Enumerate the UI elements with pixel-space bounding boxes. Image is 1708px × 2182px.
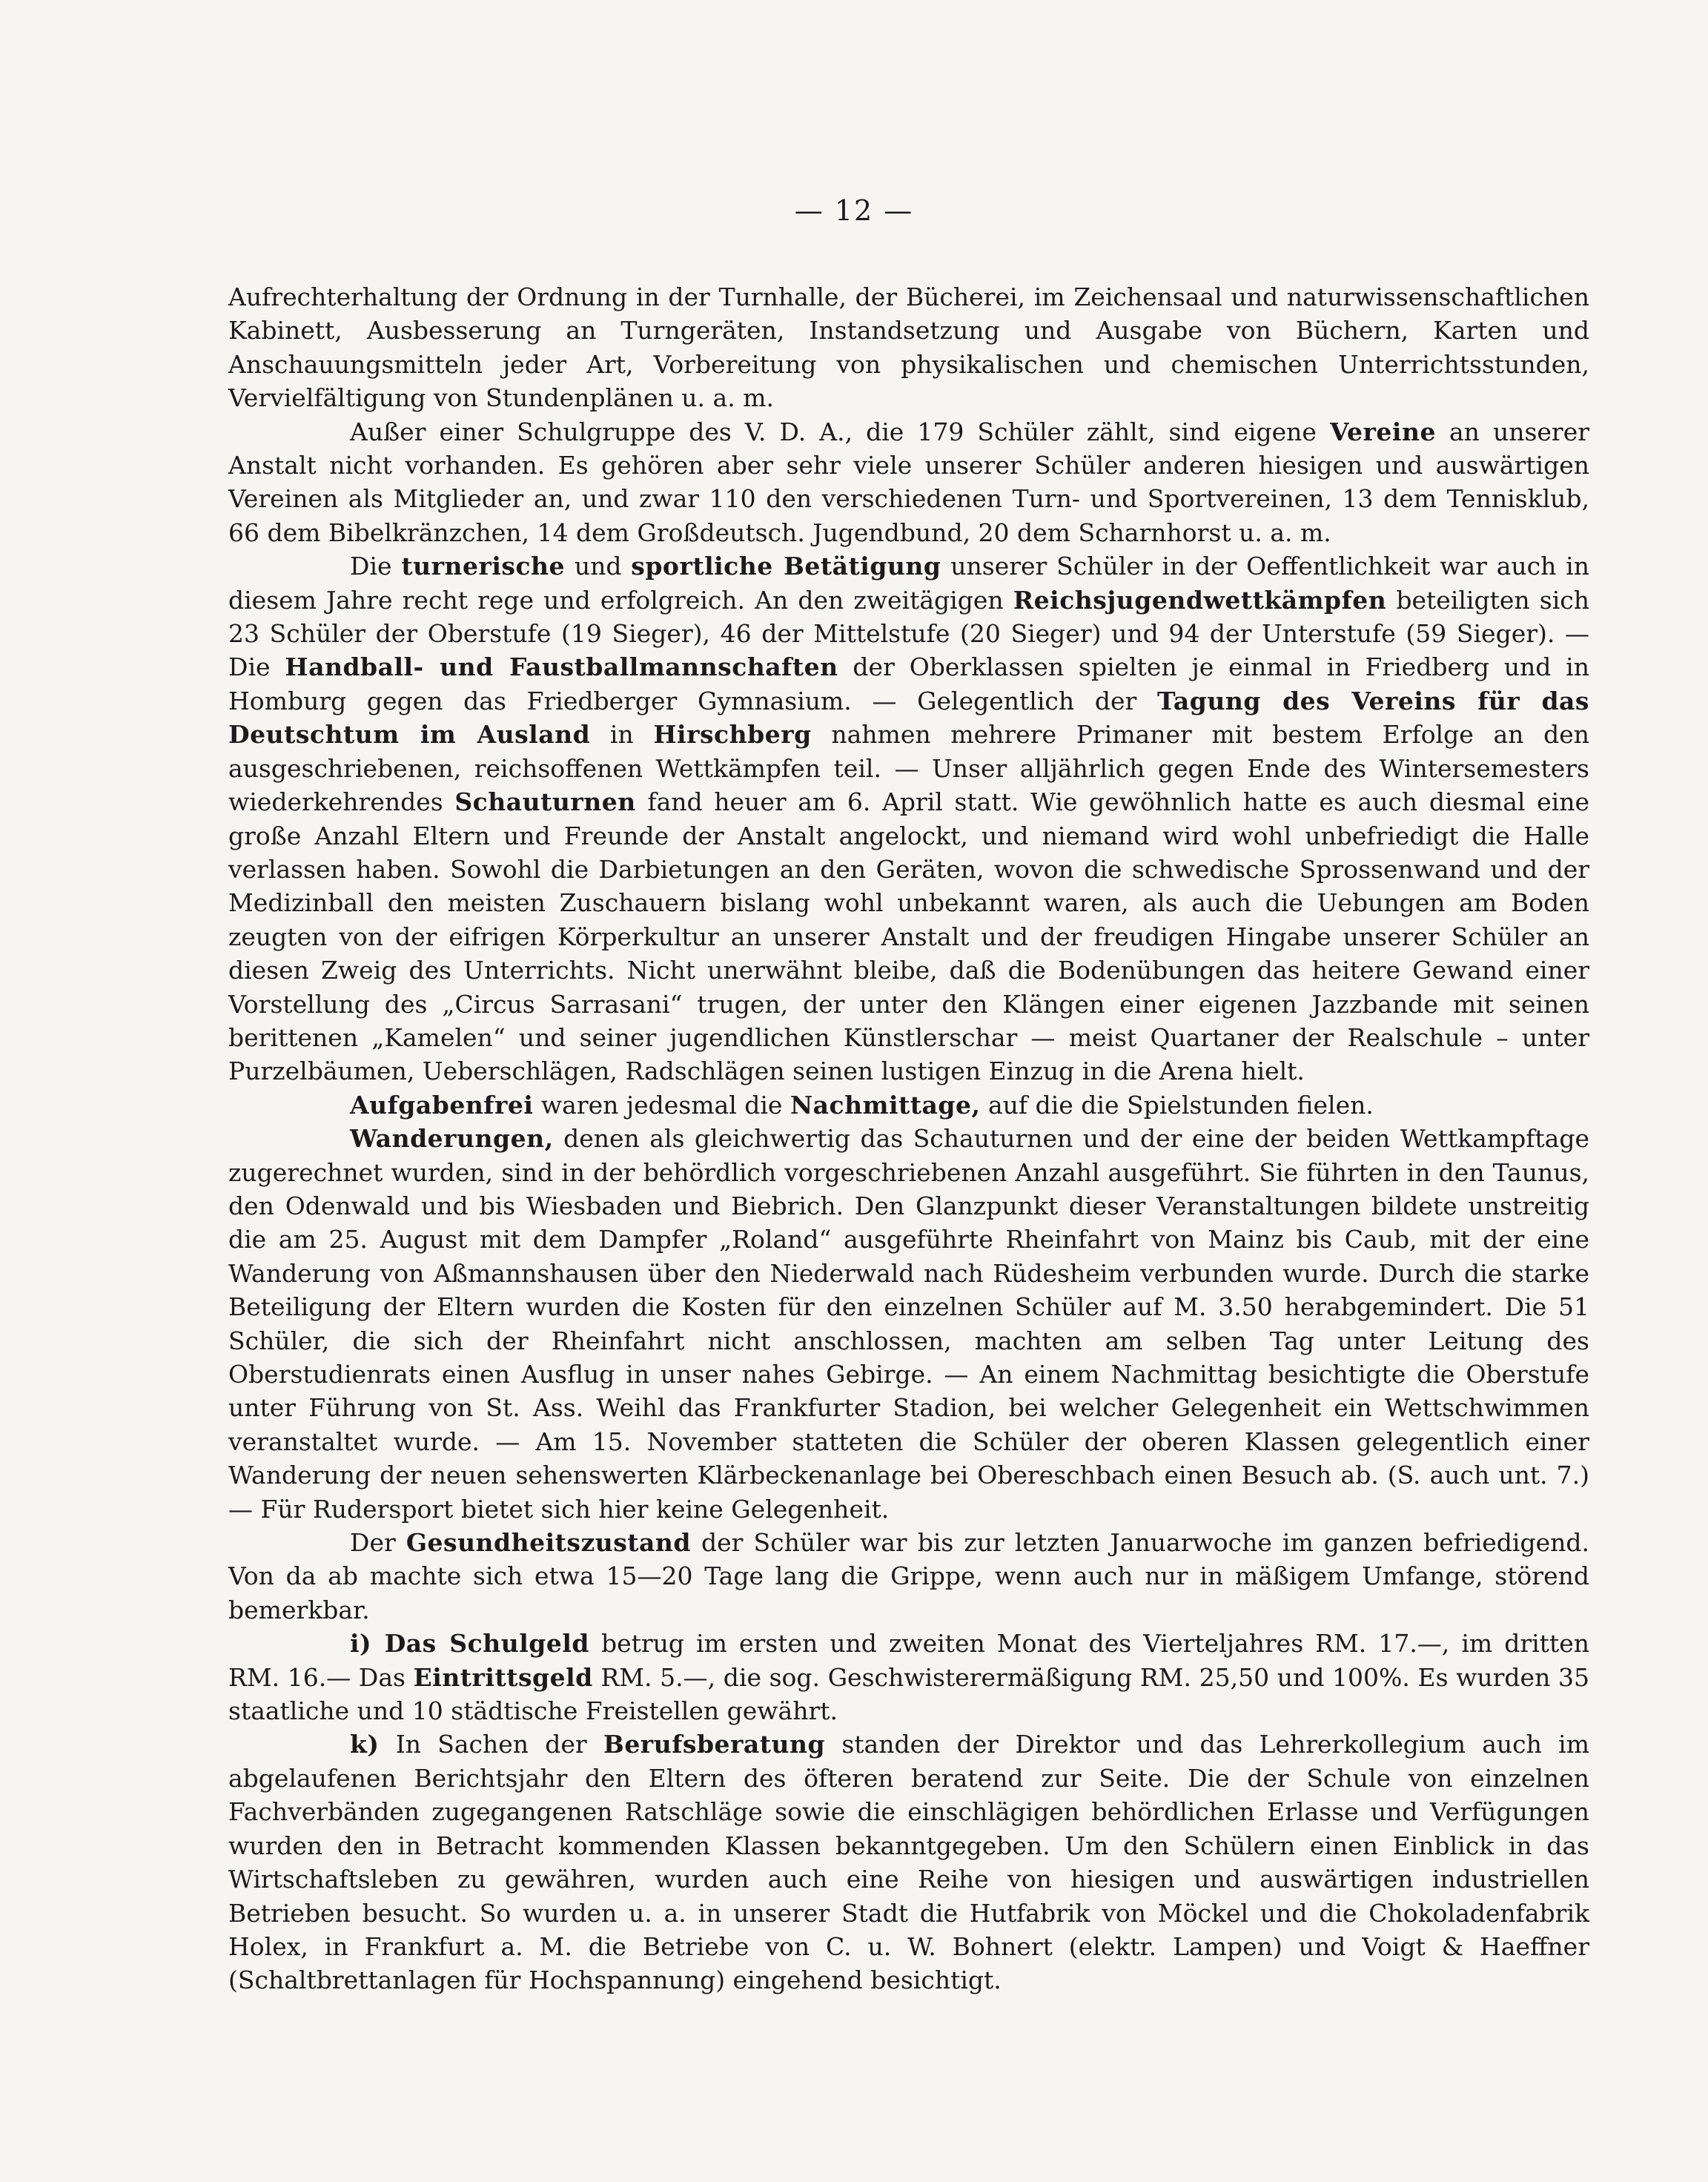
bold-phrase: Reichsjugendwettkämpfen <box>1013 585 1387 615</box>
paragraph <box>228 415 1589 550</box>
text-run: nahmen mehrere Primaner mit bestem Erfolge an den ausgeschriebenen, reichsoffenen Wettkämpfen teil. — Unser alljährlich gegen Ende des Wintersemesters wiederkehrendes <box>228 720 1589 817</box>
bold-phrase: Hirschberg <box>653 720 812 750</box>
text-run: beteiligten sich 23 Schüler der Oberstufe (19 Sieger), 46 der Mittelstufe (20 Sieger) und 94 der Unterstufe (59 Sieger). — Die <box>228 585 1589 682</box>
page-number: — 12 — <box>794 194 914 227</box>
body-text <box>228 280 1589 1997</box>
text-run: auf die die Spielstunden fielen. <box>980 1090 1374 1120</box>
text-run: der Schüler war bis zur letzten Januarwoche im ganzen befriedigend. Von da ab machte sich etwa 15—20 Tage lang die Grippe, wenn auch nur in mäßigem Umfange, störend bemerkbar. <box>228 1528 1589 1624</box>
text-run: Aufrechterhaltung der Ordnung in der Turnhalle, der Bücherei, im Zeichensaal und naturwissenschaftlichen Kabinett, Ausbesserung an Turngeräten, Instandsetzung und Ausgabe von Büchern, Karten und Anschauungsmitteln jeder Art, Vorbereitung von physikalischen und chemischen Unterrichtsstunden, Vervielfältigung von Stundenplänen u. a. m. <box>228 282 1589 413</box>
bold-phrase: sportliche Betätigung <box>631 552 941 581</box>
text-run: RM. 5.—, die sog. Geschwisterermäßigung RM. 25,50 und 100%. Es wurden 35 staatliche und 10 städtische Freistellen gewährt. <box>228 1662 1589 1726</box>
text-run: fand heuer am 6. April statt. Wie gewöhnlich hatte es auch diesmal eine große Anzahl Eltern und Freunde der Anstalt angelockt, und niemand wird wohl unbefriedigt die Halle verlassen haben. Sowohl die Darbietungen an den Geräten, wovon die schwedische Sprossenwand und der Medizinball den meisten Zuschauern bislang wohl unbekannt waren, als auch die Uebungen am Boden zeugten von der eifrigen Körperkultur an unserer Anstalt und der freudigen Hingabe unserer Schüler an diesen Zweig des Unterrichts. Nicht unerwähnt bleibe, daß die Bodenübungen das heitere Gewand einer Vorstellung des „Circus Sarrasani“ trugen, der unter den Klängen einer eigenen Jazzbande mit seinen berittenen „Kamelen“ und seiner jugendlichen Künstlerschar — meist Quartaner der Realschule – unter Purzelbäumen, Ueberschlägen, Radschlägen seinen lustigen Einzug in die Arena hielt. <box>228 787 1589 1086</box>
paragraph <box>228 1728 1589 1997</box>
text-run: standen der Direktor und das Lehrerkollegium auch im abgelaufenen Berichtsjahr den Eltern des öfteren beratend zur Seite. Die der Schule von einzelnen Fachverbänden zugegangenen Ratschläge sowie die einschlägigen behördlichen Erlasse und Verfügungen wurden den in Betracht kommenden Klassen bekanntgegeben. Um den Schülern einen Einblick in das Wirtschaftsleben zu gewähren, wurden auch eine Reihe von hiesigen und auswärtigen industriellen Betrieben besucht. So wurden u. a. in unserer Stadt die Hutfabrik von Möckel und die Chokoladenfabrik Holex, in Frankfurt a. M. die Betriebe von C. u. W. Bohnert (elektr. Lampen) und Voigt & Haeffner (Schaltbrettanlagen für Hochspannung) eingehend besichtigt. <box>228 1730 1589 1995</box>
text-run: Die <box>350 552 402 581</box>
text-run: der Oberklassen spielten je einmal in Friedberg und in Homburg gegen das Friedberger Gymnasium. — Gelegentlich der <box>228 652 1589 715</box>
bold-phrase: Wanderungen, <box>350 1124 554 1154</box>
text-run: und <box>565 552 632 581</box>
bold-phrase: Nachmittage, <box>790 1090 981 1120</box>
text-run: In Sachen der <box>379 1730 603 1759</box>
paragraph <box>228 549 1589 1088</box>
bold-phrase: Gesundheitszustand <box>406 1528 691 1558</box>
paragraph <box>228 280 1589 415</box>
text-run: waren jedesmal die <box>533 1090 790 1120</box>
bold-phrase: Tagung des Vereins für das Deutschtum im Ausland <box>228 686 1589 750</box>
bold-phrase: i) Das Schulgeld <box>350 1629 589 1659</box>
paragraph <box>228 1526 1589 1627</box>
text-run: unserer Schüler in der Oeffentlichkeit war auch in diesem Jahre recht rege und erfolgreich. An den zweitägigen <box>228 552 1589 615</box>
bold-phrase: Handball- und Faustballmannschaften <box>285 652 838 682</box>
bold-phrase: Schauturnen <box>454 787 636 817</box>
bold-phrase: k) <box>350 1730 380 1759</box>
text-run: Der <box>350 1528 406 1558</box>
bold-phrase: turnerische <box>401 552 566 581</box>
paragraph <box>228 1627 1589 1728</box>
bold-phrase: Aufgabenfrei <box>350 1090 534 1120</box>
bold-phrase: Berufsberatung <box>603 1730 826 1759</box>
paragraph <box>228 1122 1589 1526</box>
text-run: denen als gleichwertig das Schauturnen und der eine der beiden Wettkampftage zugerechnet wurden, sind in der behördlich vorgeschriebenen Anzahl ausgeführt. Sie führten in den Taunus, den Odenwald und bis Wiesbaden und Biebrich. Den Glanzpunkt dieser Veranstaltungen bildete unstreitig die am 25. August mit dem Dampfer „Roland“ ausgeführte Rheinfahrt von Mainz bis Caub, mit der eine Wanderung von Aßmannshausen über den Niederwald nach Rüdesheim verbunden wurde. Durch die starke Beteiligung der Eltern wurden die Kosten für den einzelnen Schüler auf M. 3.50 herabgemindert. Die 51 Schüler, die sich der Rheinfahrt nicht anschlossen, machten am selben Tag unter Leitung des Oberstudienrats einen Ausflug in unser nahes Gebirge. — An einem Nachmittag besichtigte die Oberstufe unter Führung von St. Ass. Weihl das Frankfurter Stadion, bei welcher Gelegenheit ein Wettschwimmen veranstaltet wurde. — Am 15. November statteten die Schüler der oberen Klassen gelegentlich einer Wanderung der neuen sehenswerten Klärbeckenanlage bei Obereschbach einen Besuch ab. (S. auch unt. 7.) — Für Rudersport bietet sich hier keine Gelegenheit. <box>228 1124 1589 1524</box>
text-run: Außer einer Schulgruppe des V. D. A., die 179 Schüler zählt, sind eigene <box>350 417 1330 446</box>
paragraph <box>228 1088 1589 1122</box>
text-run: an unserer Anstalt nicht vorhanden. Es gehören aber sehr viele unserer Schüler anderen hiesigen und auswärtigen Vereinen als Mitglieder an, und zwar 110 den verschiedenen Turn- und Sportvereinen, 13 dem Tennisklub, 66 dem Bibelkränzchen, 14 dem Großdeutsch. Jugendbund, 20 dem Scharnhorst u. a. m. <box>228 417 1589 547</box>
text-run: betrug im ersten und zweiten Monat des Vierteljahres RM. 17.—, im dritten RM. 16.— Das <box>228 1629 1589 1692</box>
text-run: in <box>590 720 654 750</box>
bold-phrase: Vereine <box>1329 417 1436 446</box>
bold-phrase: Eintrittsgeld <box>413 1662 593 1692</box>
